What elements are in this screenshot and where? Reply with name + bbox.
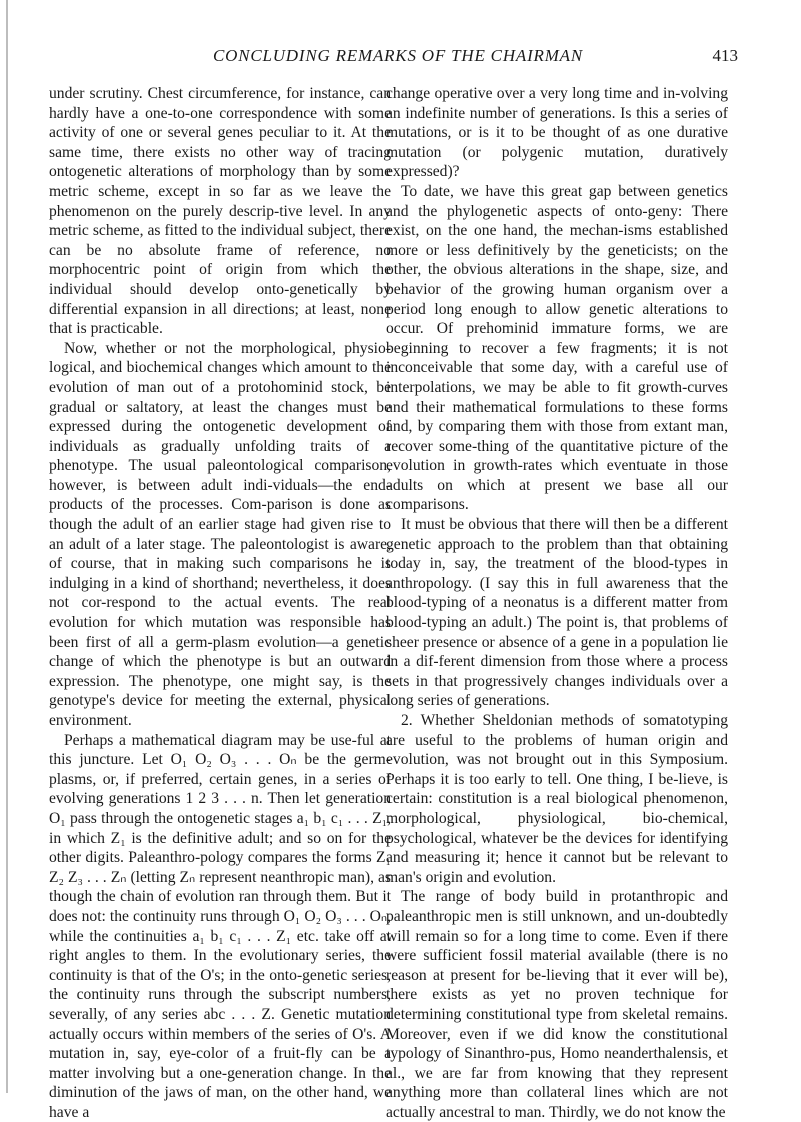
paragraph: Now, whether or not the morphological, physio-logical, and biochemical changes which amount to the evolution of man out of a protohominid stock, be gradual or saltatory, at least the changes must be expressed during the ontogenetic development of individuals as gradually unfolding traits of a phenotype. The usual paleontological comparison, however, is between adult indi-viduals—the end-products of the processes. Com-parison is done as though the adult of an earlier stage had given rise to an adult of a later stage. The paleontologist is aware, of course, that in making such comparisons he is indulging in a kind of shorthand; nevertheless, it does not cor-respond to the actual events. The real evolution for which mutation was responsible has been first of all a germ-plasm evolution—a genetic change of which the phenotype is but an outward expression. The phenotype, one might say, is the genotype's device for meeting the external, physical environment. [49, 339, 391, 729]
paragraph: The range of body build in protanthropic and paleanthropic men is still unknown, and un-doubtedly will remain so for a long time to come. Even if there were sufficient fossil material available (there is no reason at present for be-lieving that it ever will be), there exists as yet no proven technique for determining constitutional type from skeletal remains. Moreover, even if we did know the constitutional typology of Sinanthro-pus, Homo neanderthalensis, et al., we are far from knowing that they represent anything more than collateral lines which are not actually ancestral to man. Thirdly, we do not know the [386, 888, 728, 1121]
left-column [49, 84, 391, 1122]
running-head: CONCLUDING REMARKS OF THE CHAIRMAN [212, 46, 584, 65]
page-header [58, 46, 738, 70]
page-edge-rule [6, 0, 8, 1093]
paragraph: It must be obvious that there will then be a different genetic approach to the problem than that obtaining today in, say, the treatment of the blood-types in anthropology. (I say this in full awareness that the blood-typing of a neonatus is a different matter from blood-typing an adult.) The point is, that problems of sheer presence or absence of a gene in a population lie in a dif-ferent dimension from those where a process sets in that progressively changes individuals over a long series of generations. [386, 516, 728, 710]
paragraph: change operative over a very long time and in-volving an indefinite number of generations. Is this a series of mutations, or is it to be thought of as one durative mutation (or polygenic mutation, duratively expressed)? [386, 85, 728, 181]
paragraph: To date, we have this great gap between genetics and the phylogenetic aspects of onto-geny: There exist, on the one hand, the mechan-isms established more or less definitively by the geneticists; on the other, the obvious alterations in the shape, size, and behavior of the growing human organism over a period long enough to allow genetic alterations to occur. Of prehominid immature forms, we are beginning to recover a few fragments; it is not inconceivable that some day, with a careful use of interpolations, we may be able to fit growth-curves and their mathematical formulations to these forms and, by comparing them with those from extant man, recover some-thing of the quantitative picture of the evolution in growth-rates which eventuate in those adults on which at present we base all our comparisons. [386, 182, 728, 514]
right-column [386, 84, 728, 1122]
paragraph: under scrutiny. Chest circumference, for instance, can hardly have a one-to-one correspondence with some activity of one or several genes peculiar to it. At the same time, there exists no other way of tracing ontogenetic alterations of morphology than by some metric scheme, except in so far as we leave the phenomenon on the purely descrip-tive level. In any metric scheme, as fitted to the individual subject, there can be no absolute frame of reference, no morphocentric point of origin from which the individual should develop onto-genetically by differential expansion in all directions; at least, none that is practicable. [49, 85, 391, 338]
paragraph: Perhaps a mathematical diagram may be use-ful at this juncture. Let O₁ O₂ O₃ . . . Oₙ be the germ-plasms, or, if preferred, certain genes, in a series of evolving generations 1 2 3 . . . n. Then let generation O₁ pass through the ontogenetic stages a₁ b₁ c₁ . . . Z₁, in which Z₁ is the definitive adult; and so on for the other digits. Paleanthro-pology compares the forms Z₁ Z₂ Z₃ . . . Zₙ (letting Zₙ represent neanthropic man), as though the chain of evolution ran through them. But it does not: the continuity runs through O₁ O₂ O₃ . . . Oₙ, while the continuities a₁ b₁ c₁ . . . Z₁ etc. take off at right angles to them. In the evolutionary series, the continuity is that of the O's; in the onto-genetic series, the continuity runs through the subscript numbers, severally, of any series abc . . . Z. Genetic mutation actually occurs within members of the series of O's. A mutation in, say, eye-color of a fruit-fly can be a matter involving but a one-generation change. In the diminution of the jaws of man, on the other hand, we have a [49, 731, 391, 1121]
page-number: 413 [712, 46, 738, 65]
paragraph: 2. Whether Sheldonian methods of somatotyping are useful to the problems of human origin and evolution, was not brought out in this Symposium. Perhaps it is too early to tell. One thing, I be-lieve, is certain: constitution is a real biological phenomenon, morphological, physiological, bio-chemical, psychological, whatever be the devices for identifying and measuring it; hence it cannot but be relevant to man's origin and evolution. [386, 712, 728, 886]
